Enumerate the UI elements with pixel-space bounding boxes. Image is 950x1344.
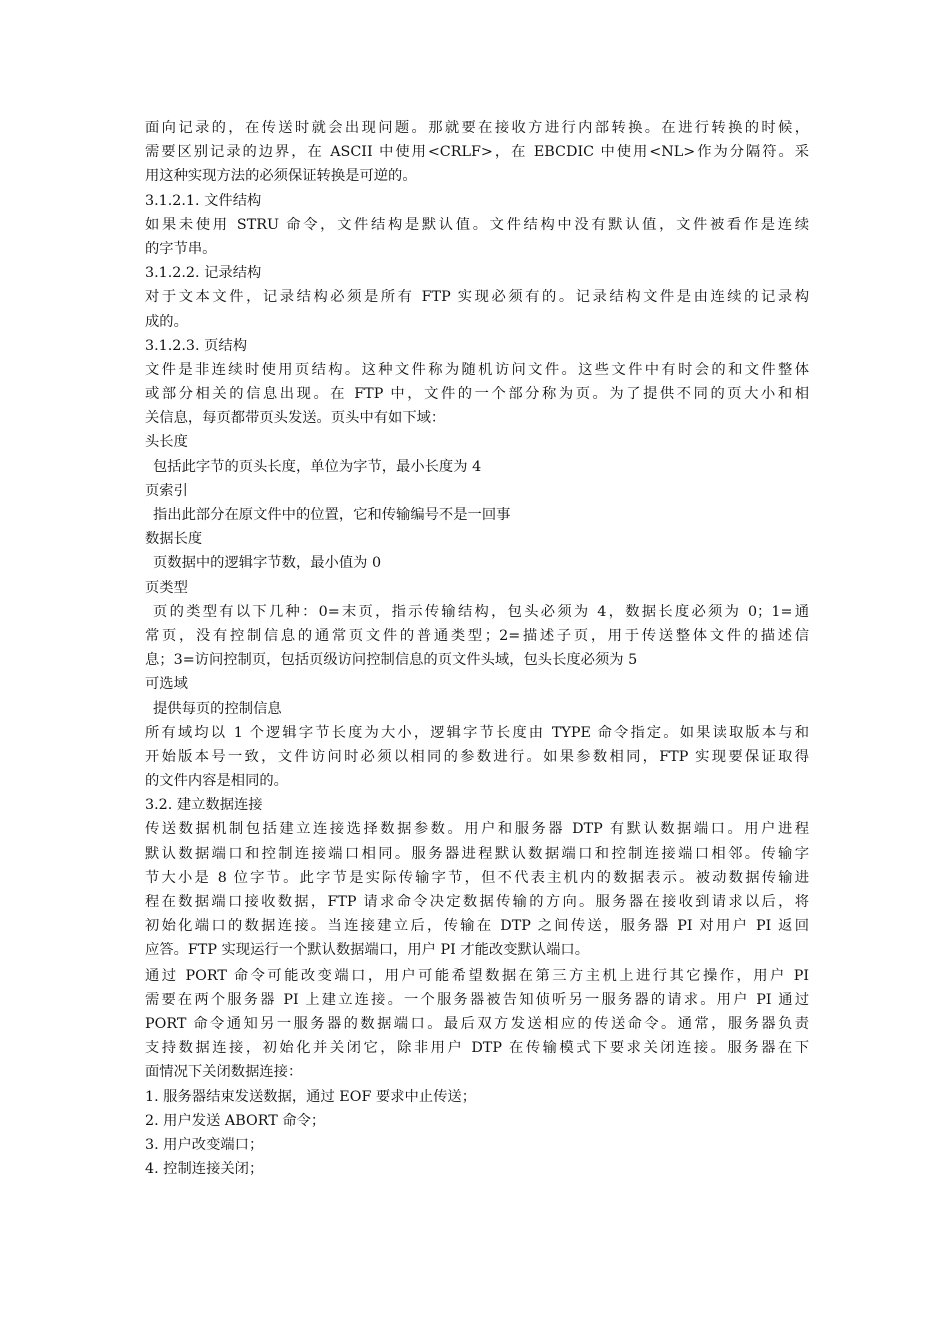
text-line: 息；3=访问控制页，包括页级访问控制信息的页文件头域，包头长度必须为 5 — [145, 652, 638, 669]
text-line: 可选域 — [145, 676, 188, 693]
text-line: 对于文本文件，记录结构必须是所有 FTP 实现必须有的。记录结构文件是由连续的记录构 — [145, 289, 809, 306]
text-line: 节大小是 8 位字节。此字节是实际传输字节，但不代表主机内的数据表示。被动数据传输进 — [145, 869, 809, 886]
paragraph-text — [145, 721, 809, 794]
paragraph-list — [145, 1085, 809, 1109]
paragraph-term — [145, 430, 809, 454]
text-line: 初始化端口的数据连接。当连接建立后，传输在 DTP 之间传送，服务器 PI 对用户 PI 返回 — [145, 918, 809, 935]
text-line: 支持数据连接，初始化并关闭它，除非用户 DTP 在传输模式下要求关闭连接。服务器在下 — [145, 1040, 809, 1057]
document-page — [145, 116, 809, 1181]
text-line: 常页，没有控制信息的通常页文件的普通类型；2=描述子页，用于传送整体文件的描述信 — [145, 627, 809, 644]
text-line: 开始版本号一致，文件访问时必须以相同的参数进行。如果参数相同，FTP 实现要保证取得 — [145, 748, 809, 765]
text-line: 的文件内容是相同的。 — [145, 773, 288, 790]
text-line: 头长度 — [145, 434, 188, 451]
text-line: 应答。FTP 实现运行一个默认数据端口，用户 PI 才能改变默认端口。 — [145, 942, 589, 959]
paragraph-list — [145, 1133, 809, 1157]
paragraph-text — [145, 116, 809, 189]
paragraph-heading — [145, 334, 809, 358]
text-line: 4. 控制连接关闭； — [145, 1161, 264, 1178]
paragraph-text — [145, 285, 809, 333]
text-line: 包括此字节的页头长度，单位为字节，最小长度为 4 — [153, 458, 482, 475]
text-line: 用这种实现方法的必须保证转换是可逆的。 — [145, 168, 417, 185]
paragraph-text — [145, 964, 809, 1085]
paragraph-list — [145, 1109, 809, 1133]
text-line: 页索引 — [145, 482, 188, 499]
text-line: 的字节串。 — [145, 240, 217, 257]
text-line: 所有域均以 1 个逻辑字节长度为大小，逻辑字节长度由 TYPE 命令指定。如果读取版本与和 — [145, 724, 809, 741]
text-line: 或部分相关的信息出现。在 FTP 中，文件的一个部分称为页。为了提供不同的页大小和相 — [145, 386, 809, 403]
paragraph-text — [145, 817, 809, 962]
text-line: 页数据中的逻辑字节数，最小值为 0 — [153, 555, 382, 572]
paragraph-def — [145, 697, 809, 721]
paragraph-heading — [145, 261, 809, 285]
text-line: 需要在两个服务器 PI 上建立连接。一个服务器被告知侦听另一服务器的请求。用户 PI 通过 — [145, 991, 809, 1008]
text-line: 关信息，每页都带页头发送。页头中有如下域： — [145, 410, 446, 427]
text-line: 面向记录的，在传送时就会出现问题。那就要在接收方进行内部转换。在进行转换的时候， — [145, 120, 809, 136]
text-line: 1. 服务器结束发送数据，通过 EOF 要求中止传送； — [145, 1088, 476, 1105]
paragraph-def — [145, 455, 809, 479]
section-heading: 3.1.2.3. 页结构 — [145, 337, 247, 354]
text-line: 程在数据端口接收数据，FTP 请求命令决定数据传输的方向。服务器在接收到请求以后，将 — [145, 894, 809, 910]
text-line: 3. 用户改变端口； — [145, 1136, 264, 1153]
paragraph-heading — [145, 189, 809, 213]
section-heading: 3.1.2.1. 文件结构 — [145, 192, 262, 209]
paragraph-term — [145, 672, 809, 696]
text-line: 默认数据端口和控制连接端口相同。服务器进程默认数据端口和控制连接端口相邻。传输字 — [145, 845, 809, 862]
paragraph-term — [145, 479, 809, 503]
text-line: 通过 PORT 命令可能改变端口，用户可能希望数据在第三方主机上进行其它操作，用户 PI — [145, 967, 809, 984]
text-line: 2. 用户发送 ABORT 命令； — [145, 1112, 326, 1129]
text-line: 文件是非连续时使用页结构。这种文件称为随机访问文件。这些文件中有时会的和文件整体 — [145, 361, 809, 378]
text-line: 提供每页的控制信息 — [153, 700, 282, 717]
paragraph-def — [145, 600, 809, 673]
paragraph-term — [145, 576, 809, 600]
text-line: 页类型 — [145, 579, 188, 596]
paragraph-heading — [145, 793, 809, 817]
text-line: 需要区别记录的边界，在 ASCII 中使用<CRLF>，在 EBCDIC 中使用<NL>作为分隔符。采 — [145, 144, 809, 161]
text-line: 如果未使用 STRU 命令，文件结构是默认值。文件结构中没有默认值，文件被看作是连续 — [145, 216, 809, 233]
text-line: 指出此部分在原文件中的位置，它和传输编号不是一回事 — [153, 507, 511, 523]
text-line: 成的。 — [145, 313, 188, 330]
paragraph-term — [145, 527, 809, 551]
text-line: PORT 命令通知另一服务器的数据端口。最后双方发送相应的传送命令。通常，服务器负责 — [145, 1015, 809, 1032]
text-line: 面情况下关闭数据连接： — [145, 1064, 303, 1081]
paragraph-text — [145, 358, 809, 431]
paragraph-def — [145, 551, 809, 575]
section-heading: 3.1.2.2. 记录结构 — [145, 265, 262, 282]
paragraph-text — [145, 213, 809, 261]
section-heading: 3.2. 建立数据连接 — [145, 797, 263, 814]
paragraph-def — [145, 503, 809, 527]
paragraph-list — [145, 1157, 809, 1181]
text-line: 页的类型有以下几种：0=末页，指示传输结构，包头必须为 4，数据长度必须为 0；1=通 — [153, 603, 809, 620]
text-line: 数据长度 — [145, 531, 203, 548]
text-line: 传送数据机制包括建立连接选择数据参数。用户和服务器 DTP 有默认数据端口。用户进程 — [145, 821, 809, 838]
